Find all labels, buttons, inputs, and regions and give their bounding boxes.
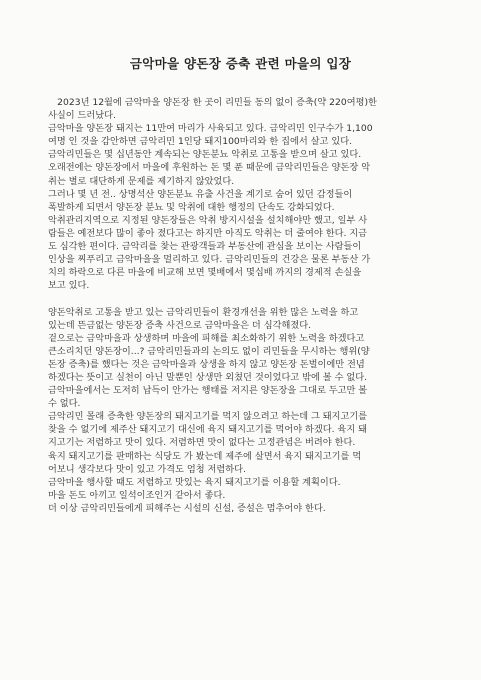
body-line: 폭발하게 되면서 양돈장 분뇨 및 악취에 대한 행정의 단속도 강화되었다. xyxy=(48,201,335,213)
body-line: 취는 별로 대단하게 문제를 제기하지 않았었다. xyxy=(48,175,235,187)
body-line: 있는데 뜬금없는 양돈장 증축 사건으로 금악마을은 더 심각해졌다. xyxy=(48,319,311,331)
document-title: 금악마을 양돈장 증축 관련 마을의 입장 xyxy=(129,56,352,71)
body-line: 양돈악취로 고통을 받고 있는 금악리민들이 환경개선을 위한 많은 노력을 하고 xyxy=(48,306,359,318)
body-line: 오래전에는 양돈장에서 마을에 후원하는 돈 몇 푼 때문에 금악리민들은 양돈장 악 xyxy=(48,162,371,174)
body-line: 사실이 드러났다. xyxy=(48,110,116,122)
body-line: 육지 돼지고기를 판매하는 식당도 가 봤는데 제주에 살면서 육지 돼지고기를 먹 xyxy=(48,450,362,462)
body-line: 지고기는 저렴하고 맛이 있다. 저렴하면 맛이 없다는 고정관념은 버려야 한다. xyxy=(48,437,356,449)
body-line: 람들은 예전보다 많이 좋아 졌다고는 하지만 아직도 악취는 더 줄여야 한다. 지금 xyxy=(48,227,368,239)
body-line xyxy=(48,292,442,305)
body-line: 돈장 증축)를 했다는 것은 금악마을과 상생을 하지 않고 양돈장 돈벌이에만 전념 xyxy=(48,358,365,370)
document-body xyxy=(48,96,442,515)
body-line: 2023년 12월에 금악마을 양돈장 한 곳이 리민들 동의 없이 증축(약 220여평)한 xyxy=(48,97,377,108)
body-line: 그러나 몇 년 전.. 상명석산 양돈분뇨 유출 사건을 계기로 숨어 있던 감정들이 xyxy=(48,188,353,200)
body-line: 악취관리지역으로 지정된 양돈장들은 악취 방지시설을 설치해야만 했고, 일부 사 xyxy=(48,214,368,226)
body-line: 큰소리치던 양돈장이...? 금악리민들과의 논의도 없이 리민들을 무시하는 행위(양 xyxy=(48,345,370,357)
body-line: 하겠다는 뜻이고 실천이 아닌 말뿐인 상생만 외쳤던 것이었다고 밖에 볼 수 없다. xyxy=(48,371,368,383)
body-line: 어보니 생각보다 맛이 있고 가격도 엄청 저렴하다. xyxy=(48,463,246,475)
body-line: 금악마을 행사할 때도 저렴하고 맛있는 육지 돼지고기를 이용할 계획이다. xyxy=(48,476,341,488)
body-line: 마을 돈도 아끼고 일석이조인거 같아서 좋다. xyxy=(48,489,226,501)
body-line: 여명 인 것을 감안하면 금악리민 1인당 돼지100마리와 한 집에서 살고 있다. xyxy=(48,136,353,148)
body-line: 금악마을 양돈장 돼지는 11만여 마리가 사육되고 있다. 금악리민 인구수가 1,100 xyxy=(48,123,373,135)
body-line: 금악마을에서는 도저히 납득이 안가는 행태를 저지른 양돈장을 그대로 두고만 볼 xyxy=(48,385,368,397)
body-line: 보고 있다. xyxy=(48,280,90,292)
body-line: 도 심각한 편이다. 금악리를 찾는 관광객들과 부동산에 관심을 보이는 사람들이 xyxy=(48,241,362,253)
body-line: 겉으로는 금악마을과 상생하며 마을에 피해를 최소화하기 위한 노력을 하겠다고 xyxy=(48,332,365,344)
body-line: 치의 하락으로 다른 마을에 비교해 보면 몇배에서 몇십배 까지의 경제적 손실을 xyxy=(48,267,362,279)
body-line: 수 없다. xyxy=(48,398,81,410)
body-line: 인상을 찌푸리고 금악마을을 멀리하고 있다. 금악리민들의 건강은 물론 부동산 가 xyxy=(48,254,371,266)
body-line: 금악리민 몰래 증축한 양돈장의 돼지고기를 먹지 않으려고 하는데 그 돼지고기를 xyxy=(48,411,368,423)
body-line: 찾을 수 없기에 제주산 돼지고기 대신에 육지 돼지고기를 먹어야 하겠다. 육지 돼 xyxy=(48,424,368,436)
body-line: 금악리민들은 몇 십년동안 계속되는 양돈분뇨 악취로 고통을 받으며 살고 있다. xyxy=(48,149,362,161)
body-line: 더 이상 금악리민들에게 피해주는 시설의 신설, 증설은 멈추어야 한다. xyxy=(48,502,326,514)
